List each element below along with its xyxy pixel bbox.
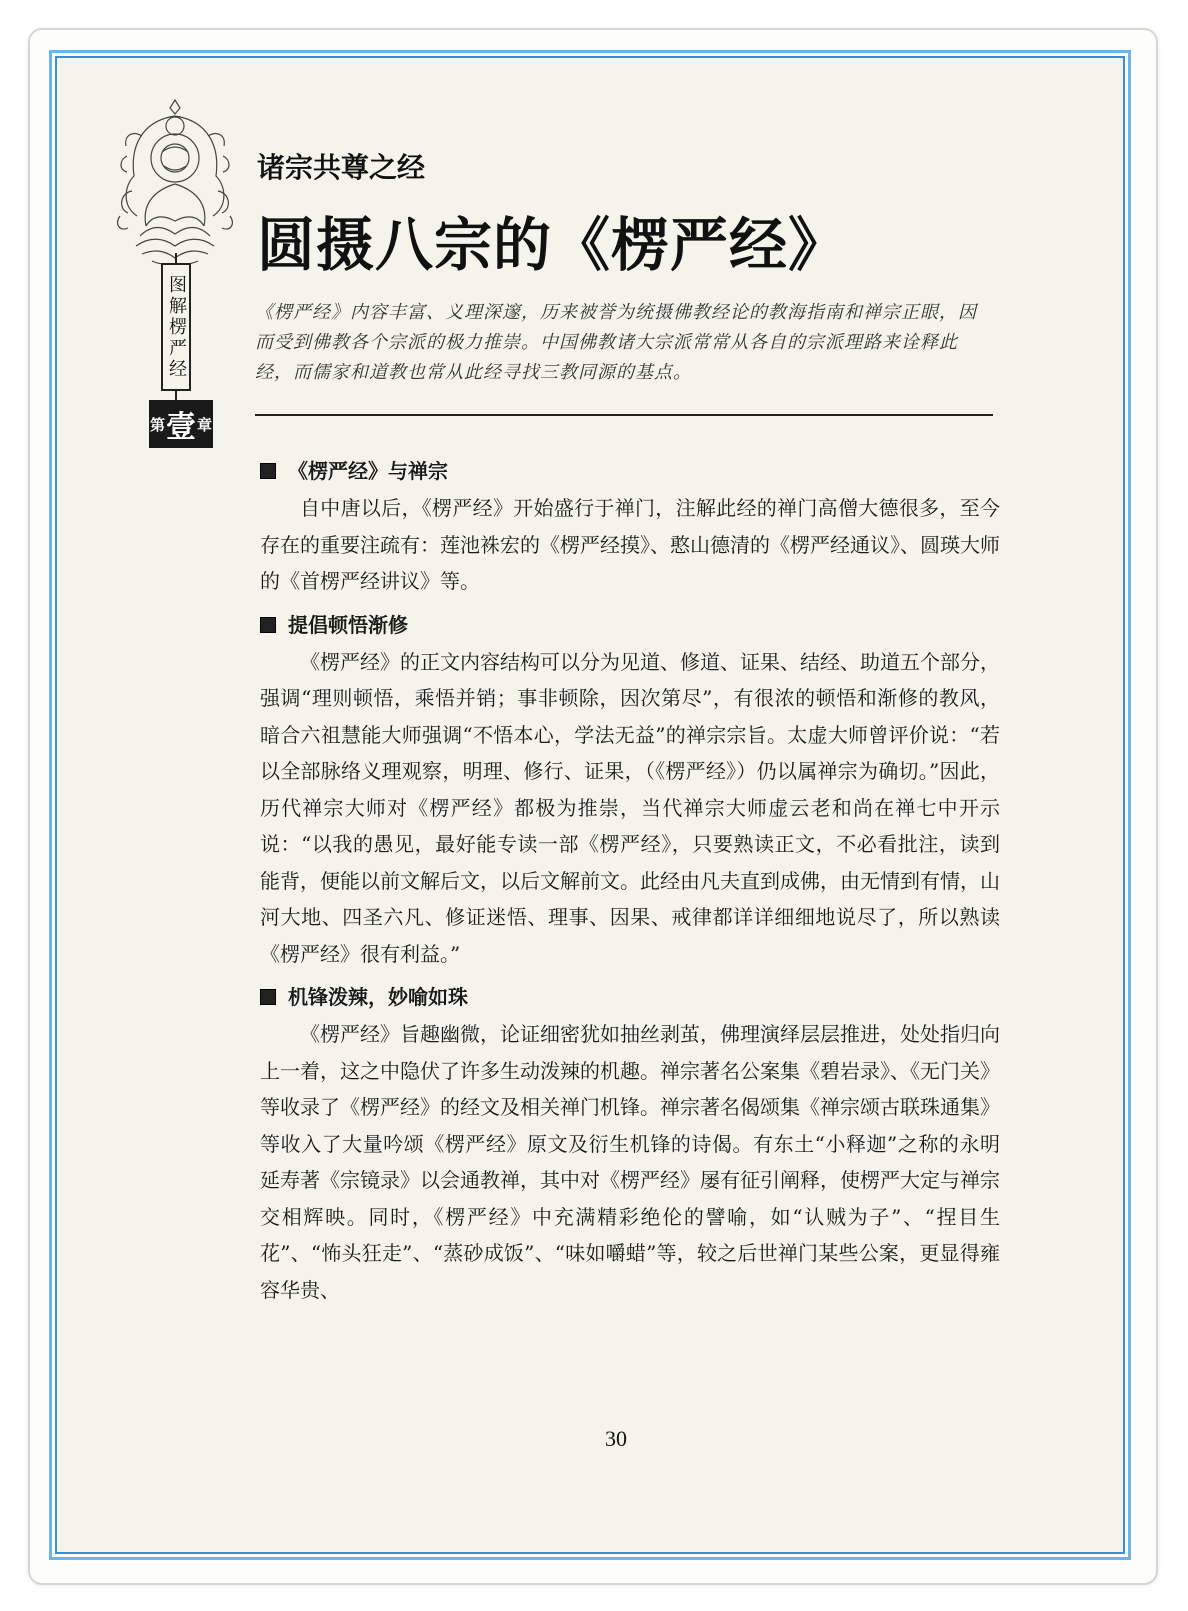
article-body xyxy=(260,456,1000,1318)
book-series-label-text: 图解楞严经 xyxy=(166,274,187,380)
book-page xyxy=(55,56,1125,1554)
page-subtitle: 诸宗共尊之经 xyxy=(257,151,426,184)
square-bullet-icon xyxy=(260,989,276,1005)
section-paragraph: 《楞严经》旨趣幽微，论证细密犹如抽丝剥茧，佛理演绎层层推进，处处指归向上一着，这之中隐伏了许多生动泼辣的机趣。禅宗著名公案集《碧岩录》、《无门关》等收录了《楞严经》的经文及相关禅门机锋。禅宗著名偈颂集《禅宗颂古联珠通集》等收入了大量吟颂《楞严经》原文及衍生机锋的诗偈。有东土“小释迦”之称的永明延寿著《宗镜录》以会通教禅，其中对《楞严经》屡有征引阐释，使楞严大定与禅宗交相辉映。同时，《楞严经》中充满精彩绝伦的譬喻，如“认贼为子”、“捏目生花”、“怖头狂走”、“蒸砂成饭”、“味如嚼蜡”等，较之后世禅门某些公案，更显得雍容华贵、 xyxy=(260,1022,1000,1302)
square-bullet-icon xyxy=(260,617,276,633)
section xyxy=(260,610,1000,973)
section-heading xyxy=(260,610,1000,640)
page-title: 圆摄八宗的《楞严经》 xyxy=(257,211,848,279)
section xyxy=(260,456,1000,600)
intro-paragraph: 《楞严经》内容丰富、义理深邃，历来被誉为统摄佛教经论的教海指南和禅宗正眼，因而受到佛教各个宗派的极力推崇。中国佛教诸大宗派常常从各自的宗派理路来诠释此经，而儒家和道教也常从此经寻找三教同源的基点。 xyxy=(255,302,977,383)
section-paragraph: 《楞严经》的正文内容结构可以分为见道、修道、证果、结经、助道五个部分，强调“理则顿悟，乘悟并销；事非顿除，因次第尽”，有很浓的顿悟和渐修的教风，暗合六祖慧能大师强调“不悟本心，学法无益”的禅宗宗旨。太虚大师曾评价说：“若以全部脉络义理观察，明理、修行、证果，（《楞严经》）仍以属禅宗为确切。”因此，历代禅宗大师对《楞严经》都极为推崇，当代禅宗大师虚云老和尚在禅七中开示说：“以我的愚见，最好能专读一部《楞严经》，只要熟读正文，不必看批注，读到能背，便能以前文解后文，以后文解前文。此经由凡夫直到成佛，由无情到有情，山河大地、四圣六凡、修证迷悟、理事、因果、戒律都详详细细地说尽了，所以熟读《楞严经》很有利益。” xyxy=(260,649,1000,966)
book-series-label xyxy=(161,263,191,391)
section-heading-text: 提倡顿悟渐修 xyxy=(288,612,408,637)
chapter-suffix: 章 xyxy=(197,415,213,434)
section-heading-text: 机锋泼辣，妙喻如珠 xyxy=(288,985,468,1009)
divider xyxy=(255,414,993,416)
page-number: 30 xyxy=(605,1426,627,1451)
square-bullet-icon xyxy=(260,463,276,479)
chapter-prefix: 第 xyxy=(149,415,165,434)
section xyxy=(260,982,1000,1308)
chapter-badge xyxy=(149,400,213,448)
section-heading xyxy=(260,456,1000,486)
section-heading-text: 《楞严经》与禅宗 xyxy=(288,459,448,483)
section-paragraph: 自中唐以后，《楞严经》开始盛行于禅门，注解此经的禅门高僧大德很多，至今存在的重要注疏有：莲池袾宏的《楞严经摸》、憨山德清的《楞严经通议》、圆瑛大师的《首楞严经讲议》等。 xyxy=(260,496,1000,593)
chapter-numeral: 壹 xyxy=(166,410,196,445)
section-heading xyxy=(260,982,1000,1012)
